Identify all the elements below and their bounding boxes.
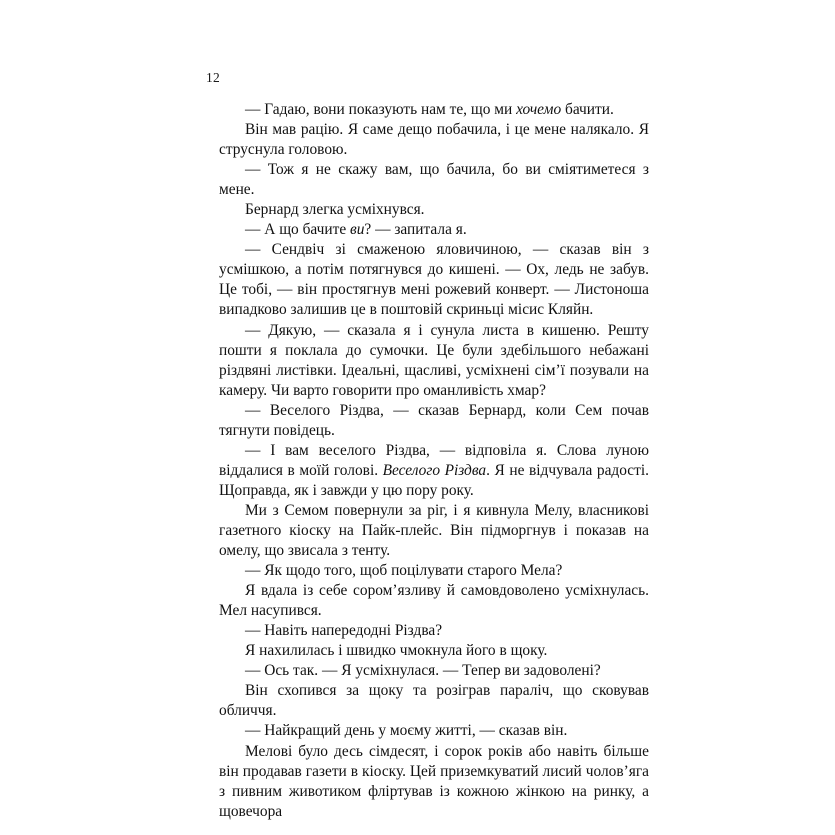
paragraph [219, 641, 649, 661]
text-run: — Сендвіч зі смаженою яловичиною, — сказав він з усмішкою, а потім потягнувся до кишені. — Ох, ледь не забув. Це тобі, — він простягнув мені рожевий конверт. — Листоноша випадково залишив це в поштовій скриньці місис Кляйн. [219, 241, 649, 319]
paragraph [219, 441, 649, 501]
text-run: — Навіть напередодні Різдва? [245, 622, 443, 640]
paragraph [219, 742, 649, 822]
text-run: Я нахилилась і швидко чмокнула його в щоку. [245, 642, 548, 660]
text-run: — Ось так. — Я усміхнулася. — Тепер ви задоволені? [245, 662, 601, 680]
text-run: — Веселого Різдва, — сказав Бернард, коли Сем почав тягнути повідець. [219, 401, 649, 439]
paragraph [219, 120, 649, 160]
paragraph [219, 681, 649, 721]
paragraph [219, 240, 649, 320]
paragraph [219, 160, 649, 200]
paragraph [219, 401, 649, 441]
text-run: — Гадаю, вони показують нам те, що ми [245, 101, 517, 118]
paragraph [219, 321, 649, 401]
text-run: Ми з Семом повернули за ріг, і я кивнула Мелу, власникові газетного кіоску на Пайк-плейс. Він підморгнув і показав на омелу, що звисала з тенту. [219, 501, 649, 560]
paragraph [219, 100, 649, 120]
text-run: Він мав рацію. Я саме дещо побачила, і це мене налякало. Я струснула головою. [219, 121, 649, 159]
page-number: 12 [206, 70, 221, 85]
paragraph [219, 721, 649, 741]
text-run: — Тож я не скажу вам, що бачила, бо ви сміятиметеся з мене. [219, 161, 649, 199]
text-run: — А що бачите [245, 221, 351, 239]
text-run: — Дякую, — сказала я і сунула листа в кишеню. Решту пошти я поклала до сумочки. Це були здебільшого небажані різдвяні листівки. Ідеальні, щасливі, усміхнені сім’ї позували на камеру. Чи варто говорити про оманливість хмар? [219, 321, 649, 399]
emphasis-text: ви [350, 221, 365, 239]
emphasis-text: Веселого Різдва [382, 461, 487, 479]
paragraph [219, 501, 649, 561]
paragraph [219, 561, 649, 581]
paragraph [219, 200, 649, 220]
text-run: бачити. [561, 101, 614, 118]
paragraph [219, 581, 649, 621]
paragraph [219, 621, 649, 641]
text-run: Він схопився за щоку та розіграв параліч, що сковував обличчя. [219, 682, 649, 720]
text-run: Я вдала із себе сором’язливу й самовдоволено усміхнулась. Мел насупився. [219, 582, 649, 620]
text-run: — Як щодо того, щоб поцілувати старого Мела? [245, 562, 563, 580]
paragraph [219, 661, 649, 681]
text-run: Мелові було десь сімдесят, і сорок років або навіть більше він продавав газети в кіоску. Цей приземкуватий лисий чолов’яга з пивним животиком фліртував із кожною жінкою на ринку, а щовечора [219, 742, 649, 820]
text-run: Бернард злегка усміхнувся. [245, 201, 425, 219]
text-run: ? — запитала я. [364, 221, 467, 239]
text-run: . Я не відчувала радості. Щоправда, як і завжди у цю пору року. [219, 461, 649, 499]
emphasis-text: хочемо [516, 101, 562, 118]
paragraph [219, 220, 649, 240]
body-text-block [219, 100, 649, 822]
text-run: — Найкращий день у моєму житті, — сказав він. [245, 722, 568, 740]
text-run: — І вам веселого Різдва, — відповіла я. Слова луною віддалися в моїй голові. [219, 441, 649, 479]
